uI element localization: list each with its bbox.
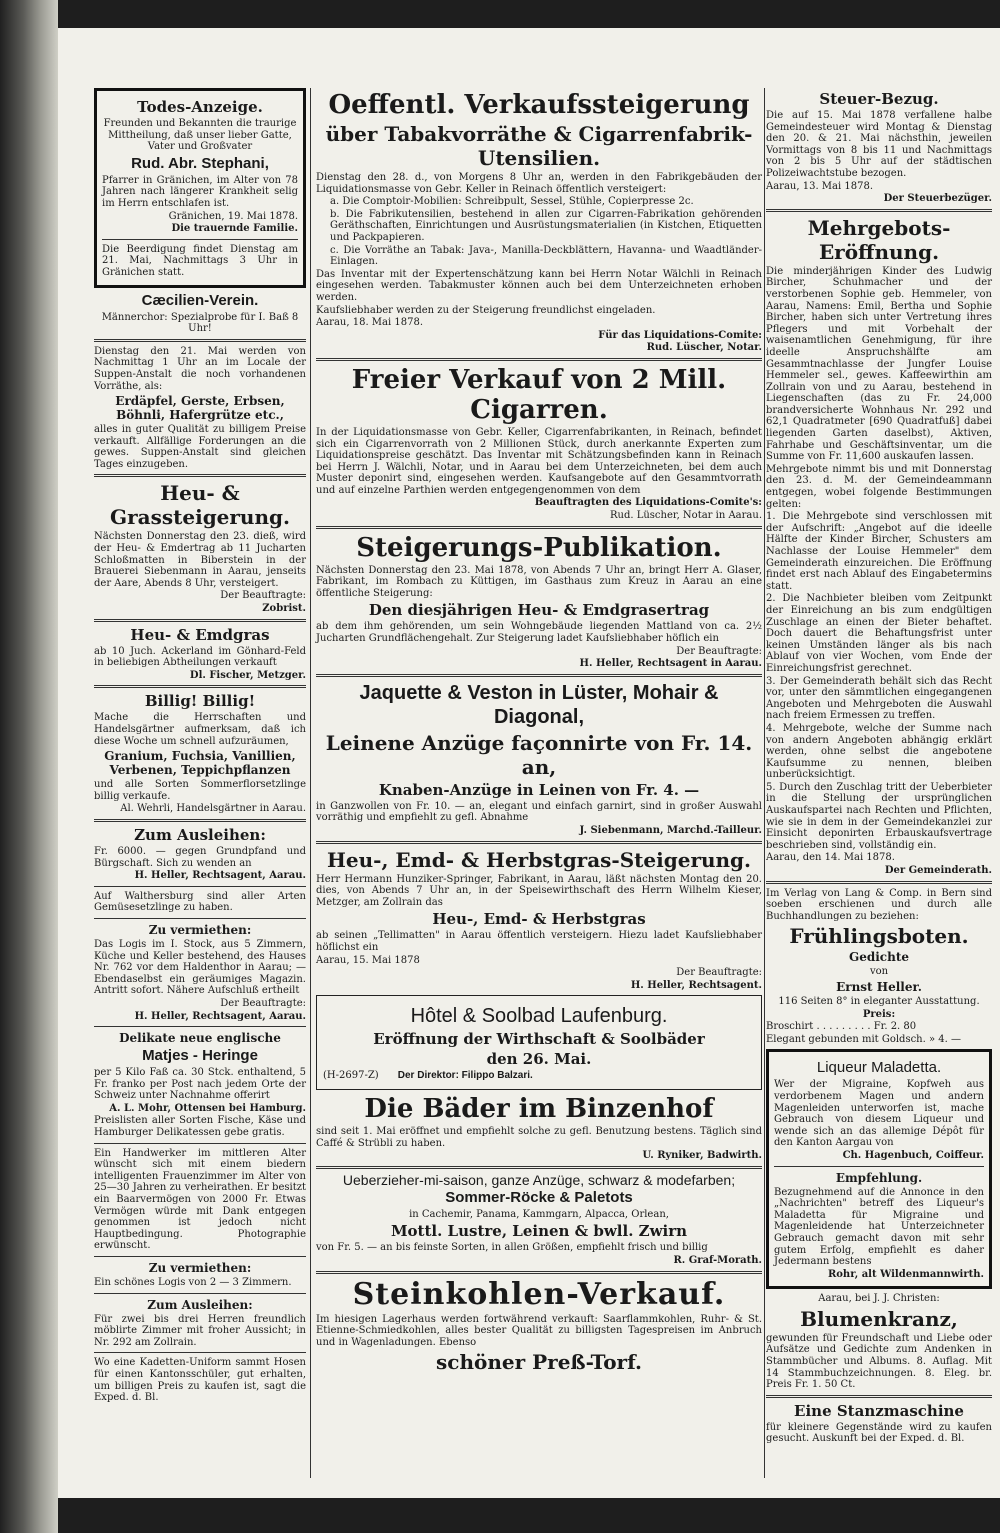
ausleihen-text: Fr. 6000. — gegen Grundpfand und Bürgschaft. Sich zu wenden an — [94, 845, 306, 869]
steuer-sign: Der Steuerbezüger. — [883, 193, 992, 205]
steig-sign2: H. Heller, Rechtsagent in Aarau. — [579, 658, 762, 670]
oeff-text: Dienstag den 28. d., von Morgens 8 Uhr an, werden in den Fabrikgebäuden der Liquidationsmasse von Gebr. Keller in Reinach öffentlich versteigert: — [316, 172, 762, 195]
ueberzieher-line2: Sommer-Röcke & Paletots — [445, 1188, 633, 1206]
matjes-title2: Matjes - Heringe — [142, 1047, 258, 1065]
mehrgebot-title: Mehrgebots-Eröffnung. — [807, 215, 951, 264]
frei-title: Freier Verkauf von 2 Mill. Cigarren. — [351, 364, 727, 425]
emd-title: Heu- & Emdgras — [130, 625, 270, 644]
baeder-text: sind seit 1. Mai eröffnet und empfiehlt solche zu gefl. Benutzung bestens. Täglich sind Caffé & Strübli zu haben. — [316, 1125, 762, 1149]
hotel-title: Hôtel & Soolbad Laufenburg. — [410, 1005, 668, 1028]
death-notice-date: Gränichen, 19. Mai 1878. — [168, 210, 298, 222]
heu-sign1: Der Beauftragte: — [220, 590, 306, 602]
death-notice-text: Freunden und Bekannten die traurige Mittheilung, daß unser lieber Gatte, Vater und Großvater — [103, 118, 297, 153]
hotel-line3: den 26. Mai. — [486, 1050, 592, 1069]
vermieten-sign1: Der Beauftragte: — [220, 997, 306, 1009]
moebl-title: Zum Ausleihen: — [147, 1297, 253, 1312]
oeff-c: c. Die Vorräthe an Tabak: Java-, Manilla-Deckblättern, Havanna- und Waadtländer-Einlagen. — [330, 244, 762, 268]
ueberzieher-line1: Ueberzieher-mi-saison, ganze Anzüge, schwarz & modefarben; — [342, 1171, 736, 1188]
logis-text: Ein schönes Logis von 2 — 3 Zimmern. — [94, 1277, 292, 1288]
mehrgebot-p1: 1. Die Mehrgebote sind verschlossen mit der Aufschrift: „Angebot auf die ideelle Hälfte der Kinder Bircher, Schusters am Nachlasse der Louise Hemmeler" dem Gemeinderath einzureichen. Die Eröffnung findet erst nach Ablauf des Eingabetermins statt. — [766, 511, 992, 592]
death-notice — [94, 88, 306, 288]
mehrgebot-p2: 2. Die Nachbieter bleiben vom Zeitpunkt der Einreichung an bis zum endgültigen Zuschlage an einen der Bieter behaftet. Doch dauert die Behaftungsfrist unter keinen Umständen länger als bis nach Ablauf von vier Wochen, vom Ende der Einreichungsfrist gerechnet. — [766, 593, 992, 674]
mehrgebot-date: Aarau, den 14. Mai 1878. — [766, 852, 895, 864]
mehrgebot-p5: 5. Durch den Zuschlag tritt der Ueberbieter in die Stellung der ursprünglichen Auskaufspartei nach Rechten und Pflichten, wie sie in dem in der Gemeindekanzlei zur Einsicht deponirten Erbauskaufsvertrage beschrieben sind, vollständig ein. — [766, 781, 992, 851]
jaquette-line1: Jaquette & Veston in Lüster, Mohair & Diagonal, — [359, 681, 719, 728]
suppen-text: Dienstag den 21. Mai werden von Nachmittag 1 Uhr an im Locale der Suppen-Anstalt die noch vorhandenen Vorräthe, als: — [94, 345, 306, 392]
death-notice-title: Todes-Anzeige. — [137, 98, 263, 116]
book-binding — [0, 0, 58, 1533]
herbst-title: Heu-, Emd- & Herbstgras-Steigerung. — [326, 847, 752, 872]
caecilien-title: Cæcilien-Verein. — [141, 291, 259, 309]
ueberzieher-line4: Mottl. Lustre, Leinen & bwll. Zwirn — [390, 1222, 688, 1241]
oeff-text3: Kaufsliebhaber werden zu der Steigerung freundlichst eingeladen. — [316, 304, 656, 316]
steuer-text: Die auf 15. Mai 1878 verfallene halbe Gemeindesteuer wird Montag & Dienstag den 20. & 21. Mai nächsthin, jeweilen Vormittags von 8 bis 11 und Nachmittags von 2 bis 5 Uhr auf der städtischen Polizeiwachtstube bezogen. — [766, 110, 992, 179]
stanzmaschine-text: für kleinere Gegenstände wird zu kaufen gesucht. Auskunft bei der Exped. d. Bl. — [766, 1421, 992, 1445]
herbst-sign1: Der Beauftragte: — [676, 967, 762, 979]
stanzmaschine-title: Eine Stanzmaschine — [794, 1401, 964, 1420]
herbst-date: Aarau, 15. Mai 1878 — [316, 954, 420, 966]
frei-sign1: Beauftragten des Liquidations-Comite's: — [534, 497, 762, 509]
blumenkranz-text: Aarau, bei J. J. Christen: — [818, 1293, 940, 1305]
jaquette-text: in Ganzwollen von Fr. 10. — an, elegant und einfach garnirt, sind in großer Auswahl vorräthig und empfiehlt zu gefl. Abnahme — [316, 800, 762, 824]
mehrgebot-text2: Mehrgebote nimmt bis und mit Donnerstag den 23. d. M. der Gemeindeammann entgegen, wobei folgende Bestimmungen gelten: — [766, 463, 992, 510]
herbst-text2: ab seinen „Tellimatten" in Aarau öffentlich versteigern. Hiezu ladet Kaufsliebhaber höflichst ein — [316, 930, 762, 953]
empfehlung-text: Bezugnehmend auf die Annonce in den „Nachrichten" betreff des Liqueur's Maladetta für Migraine und Magenleidende hat Unterzeichneter Gebrauch gemacht davon mit sehr gutem Erfolg, empfiehlt es daher Jedermann bestens — [774, 1186, 984, 1268]
steuer-title: Steuer-Bezug. — [819, 90, 939, 108]
ueberzieher-line3: in Cachemir, Panama, Kammgarn, Alpacca, Orlean, — [409, 1208, 669, 1220]
steig-text2: ab dem ihm gehörenden, um sein Wohngebäude liegenden Mattland von ca. 2½ Jucharten Grundflächengehalt. Zur Steigerung ladet Kaufsliebhaber höflich ein — [316, 621, 762, 645]
ueberzieher-sign: R. Graf-Morath. — [673, 1254, 762, 1266]
frei-sign2: Rud. Lüscher, Notar in Aarau. — [609, 510, 762, 522]
death-notice-text2: Pfarrer in Gränichen, im Alter von 78 Jahren nach längerer Krankheit selig im Herrn entschlafen ist. — [102, 174, 298, 209]
steinkohlen-text: Im hiesigen Lagerhaus werden fortwährend verkauft: Saarflammkohlen, Ruhr- & St. Etienne-Schmiedkohlen, alles bester Qualität zu billigsten Tagespreisen im Anbruch und in Wagenladungen. Ebenso — [316, 1313, 762, 1348]
heu-text: Nächsten Donnerstag den 23. dieß, wird der Heu- & Emdertrag ab 11 Jucharten Schloßmatten in Biberstein in der Brauerei Siebenmann in Aarau, jenseits der Aare, Abends 8 Uhr, versteigert. — [94, 531, 306, 589]
hotel-code: (H-2697-Z) — [323, 1070, 379, 1082]
steig-title: Steigerungs-Publikation. — [356, 532, 722, 563]
matjes-text: per 5 Kilo Faß ca. 30 Stck. enthaltend, 5 Fr. franko per Post nach jedem Orte der Schweiz unter Nachnahme offerirt — [94, 1067, 306, 1102]
death-notice-sign: Die trauernde Familie. — [171, 223, 298, 235]
jaquette-sign: J. Siebenmann, Marchd.-Tailleur. — [579, 825, 762, 836]
right-column — [766, 88, 992, 1446]
ueberzieher-text: von Fr. 5. — an bis feinste Sorten, in allen Größen, empfiehlt frisch und billig — [316, 1242, 708, 1254]
ausleihen-title: Zum Ausleihen: — [134, 825, 266, 844]
handwerker-text: Ein Handwerker im mittleren Alter wünscht sich mit einem biedern intelligenten Frauenzimmer im Alter von 25—30 Jahren zu verheirathen. Er besitzt ein Baarvermögen von 2000 Fr. Etwas Vermögen würde mit Dank entgegen genommen ist jedoch nicht Hauptbedingung. Photographie erwünscht. — [94, 1147, 306, 1252]
oeff-sign1: Für das Liquidations-Comite: — [598, 329, 762, 341]
mehrgebot-text: Die minderjährigen Kinder des Ludwig Bircher, Schuhmacher und der verstorbenen Sophie geb. Hemmeler, von Aarau, Namens: Emil, Bertha und Sophie Bircher, haben sich unter Vertretung ihres Pflegers und mit Vorbehalt der waisenamtlichen Genehmigung, für ihre ideelle Anspruchshälfte am Gesammtnachlasse der Jungfer Louise Hemmeler sel., gewes. Kaffeewirthin am Zollrain von und zu Aarau, bestehend in Liegenschaften (das zu Fr. 24,000 brandversicherte Wohnhaus Nr. 292 und 62,1 Quadratmeter [690 Quadratfuß] dabei liegenden Garten daselbst), Aktiven, Fahrhabe und Geschäftsinventar, um die Summe von Fr. 11,600 auskaufen lassen. — [766, 265, 992, 463]
heu-sign2: Zobrist. — [262, 603, 306, 615]
liqueur-sign: Ch. Hagenbuch, Coiffeur. — [842, 1149, 984, 1161]
heu-title: Heu- & Grassteigerung. — [110, 481, 290, 530]
oeff-text2: Das Inventar mit der Expertenschätzung kann bei Herrn Notar Wälchli in Reinach eingesehen werden. Tabakmuster können auch bei dem Unterzeichneten erhoben werden. — [316, 268, 762, 303]
suppen-text2: alles in guter Qualität zu billigem Preise verkauft. Allfällige Forderungen an die gewes. Suppen-Anstalt sind gleichen Tages einzugeben. — [94, 424, 306, 470]
middle-column — [316, 88, 762, 1376]
billig-text2: und alle Sorten Sommerflorsetzlinge billig verkaufe. — [94, 779, 306, 802]
matjes-text2: Preislisten aller Sorten Fische, Käse und Hamburger Delikatessen gebe gratis. — [94, 1115, 306, 1139]
fruehling-title: Frühlingsboten. — [789, 924, 969, 949]
fruehling-text2: 116 Seiten 8° in eleganter Ausstattung. — [778, 996, 980, 1007]
matjes-title: Delikate neue englische — [119, 1031, 281, 1046]
billig-items: Granium, Fuchsia, Vanillien, Verbenen, Teppichpflanzen — [104, 749, 296, 778]
mehrgebot-p3: 3. Der Gemeinderath behält sich das Recht vor, unter den sämmtlichen eingegangenen Angeboten und Mehrgeboten die Auswahl nach freiem Ermessen zu treffen. — [766, 675, 992, 722]
emd-sign: Dl. Fischer, Metzger. — [189, 669, 306, 681]
death-notice-burial: Die Beerdigung findet Dienstag am 21. Mai, Nachmittags 3 Uhr in Gränichen statt. — [102, 243, 298, 278]
oeff-title: Oeffentl. Verkaufssteigerung — [328, 90, 750, 120]
moebl-text: Für zwei bis drei Herren freundlich möblirte Zimmer mit froher Aussicht; in Nr. 292 am Zollrain. — [94, 1313, 306, 1348]
column-rule — [764, 88, 765, 1478]
liqueur-text: Wer der Migraine, Kopfweh aus verdorbenem Magen und andern Magenleiden unterworfen ist, mache Gebrauch von diesem Liqueur und wende sich an das allemige Dépôt für den Kanton Aargau von — [774, 1079, 984, 1149]
logis-title: Zu vermiethen: — [148, 1261, 252, 1275]
kadetten-text: Wo eine Kadetten-Uniform sammt Hosen für einen Kantonsschüler, gut erhalten, um billigen Preis zu kaufen ist, sagt die Exped. d. Bl. — [94, 1357, 306, 1404]
steig-sub: Den diesjährigen Heu- & Emdgrasertrag — [368, 601, 710, 620]
oeff-a: a. Die Comptoir-Mobilien: Schreibpult, Sessel, Stühle, Copierpresse 2c. — [330, 196, 694, 208]
ausleihen-sign: H. Heller, Rechtsagent, Aarau. — [134, 870, 306, 882]
jaquette-line2: Leinene Anzüge façonnirte von Fr. 14. an, — [325, 730, 753, 779]
steinkohlen-title: Steinkohlen-Verkauf. — [352, 1276, 726, 1312]
mehrgebot-p4: 4. Mehrgebote, welche der Summe nach von andern Angeboten abhängig erklärt werden, ohne selbst die angebotene Kaufsumme zu nennen, bleiben unberücksichtigt. — [766, 722, 992, 781]
herbst-sign2: H. Heller, Rechtsagent. — [630, 979, 762, 991]
blumenkranz-text2: gewunden für Freundschaft und Liebe oder Aufsätze und Gedichte zum Andenken in Stammbücher und Albums. 8. Auflag. Mit 14 Stammbuchzeichnungen. 8. Eleg. br. Preis Fr. 1. 50 Ct. — [766, 1332, 992, 1391]
fruehling-price2: Elegant gebunden mit Goldsch. » 4. — — [766, 1033, 961, 1045]
fruehling-by: von — [869, 966, 889, 978]
steuer-date: Aarau, 13. Mai 1878. — [766, 180, 874, 192]
fruehling-sub: Gedichte — [848, 950, 910, 965]
herbst-sub: Heu-, Emd- & Herbstgras — [432, 910, 646, 929]
herbst-text: Herr Hermann Hunziker-Springer, Fabrikant, in Aarau, läßt nächsten Montag den 20. dies, von Abends 7 Uhr an, in der Speisewirthschaft des Herrn Wilhelm Kieser, Metzger, am Zollrain das — [316, 873, 762, 908]
blumenkranz-title: Blumenkranz, — [800, 1306, 958, 1331]
oeff-sign2: Rud. Lüscher, Notar. — [646, 342, 762, 354]
vermieten-text: Das Logis im I. Stock, aus 5 Zimmern, Küche und Keller bestehend, des Hauses Nr. 762 vor dem Haldenthor in Aarau; — Ebendaselbst ein geräumiges Magazin. Antritt sofort. Nähere Aufschluß ertheilt — [94, 938, 306, 997]
steig-text: Nächsten Donnerstag den 23. Mai 1878, von Abends 7 Uhr an, bringt Herr A. Glaser, Fabrikant, im Rombach zu Küttigen, im Gasthaus zum Kreuz in Aarau an eine öffentliche Steigerung: — [316, 564, 762, 599]
billig-sign: Al. Wehrli, Handelsgärtner in Aarau. — [120, 803, 306, 815]
liqueur-title: Liqueur Maladetta. — [816, 1059, 942, 1077]
oeff-b: b. Die Fabrikutensilien, bestehend in allen zur Cigarren-Fabrikation gehörenden Geräthschaften, Einrichtungen und Ausrüstungsmaterialien (in Kistchen, Etiquetten und Packpapieren. — [330, 208, 762, 243]
left-column — [94, 88, 306, 1405]
steig-sign1: Der Beauftragte: — [676, 645, 762, 657]
newspaper-page — [58, 28, 1000, 1498]
baeder-title: Die Bäder im Binzenhof — [364, 1093, 714, 1124]
empfehlung-sign: Rohr, alt Wildenmannwirth. — [827, 1268, 984, 1280]
fruehling-author: Ernst Heller. — [836, 980, 922, 994]
vermieten-sign2: H. Heller, Rechtsagent, Aarau. — [134, 1010, 306, 1022]
column-rule — [310, 88, 311, 1478]
frei-text: In der Liquidationsmasse von Gebr. Keller, Cigarrenfabrikanten, in Reinach, befindet sich ein Cigarrenvorrath von 2 Millionen Stück, durch anerkannte Experten zum Liquidationspreise geschätzt. Das Inventar mit Schätzungsbefinden kann in Reinach bei Herrn J. Wälchli, Notar, und in Aarau bei dem Unterzeichneten, bei dem auch Muster deponirt sind, eingesehen werden. Kaufsangebote auf den Gesammtvorrath und auf einzelne Parthien werden entgegengenommen von dem — [316, 426, 762, 496]
fruehling-price1: Broschirt . . . . . . . . . Fr. 2. 80 — [766, 1021, 917, 1033]
fruehling-text: Im Verlag von Lang & Comp. in Bern sind soeben erschienen und durch alle Buchhandlungen zu beziehen: — [766, 887, 992, 922]
fruehling-preis: Preis: — [862, 1008, 896, 1020]
emd-text: ab 10 Juch. Ackerland im Gönhard-Feld in beliebigen Abtheilungen verkauft — [94, 645, 306, 669]
oeff-title2: über Tabakvorräthe & Cigarrenfabrik-Utensilien. — [325, 122, 753, 170]
hotel-sign: Der Direktor: Filippo Balzari. — [397, 1070, 533, 1082]
billig-text: Mache die Herrschaften und Handelsgärtner aufmerksam, daß ich diese Woche um schnell aufzuräumen, — [94, 712, 306, 747]
hotel-ad — [316, 995, 762, 1090]
oeff-date: Aarau, 18. Mai 1878. — [316, 317, 424, 329]
death-notice-name: Rud. Abr. Stephani, — [131, 154, 269, 172]
hotel-line2: Eröffnung der Wirthschaft & Soolbäder — [373, 1030, 705, 1049]
matjes-sign: A. L. Mohr, Ottensen bei Hamburg. — [109, 1102, 306, 1114]
walthers-text: Auf Walthersburg sind aller Arten Gemüsesetzlinge zu haben. — [94, 890, 306, 914]
caecilien-text: Männerchor: Spezialprobe für I. Baß 8 Uhr! — [101, 311, 299, 335]
baeder-sign: U. Ryniker, Badwirth. — [642, 1150, 762, 1162]
vermieten-title: Zu vermiethen: — [148, 922, 252, 937]
jaquette-line3: Knaben-Anzüge in Leinen von Fr. 4. — — [378, 780, 700, 799]
liqueur-ad — [766, 1049, 992, 1289]
mehrgebot-sign: Der Gemeinderath. — [884, 865, 992, 877]
suppen-items: Erdäpfel, Gerste, Erbsen, Böhnli, Hafergrütze etc., — [115, 394, 285, 423]
steinkohlen-sub: schöner Preß-Torf. — [436, 1350, 642, 1375]
empfehlung-title: Empfehlung. — [835, 1170, 923, 1185]
billig-title: Billig! Billig! — [144, 692, 256, 711]
